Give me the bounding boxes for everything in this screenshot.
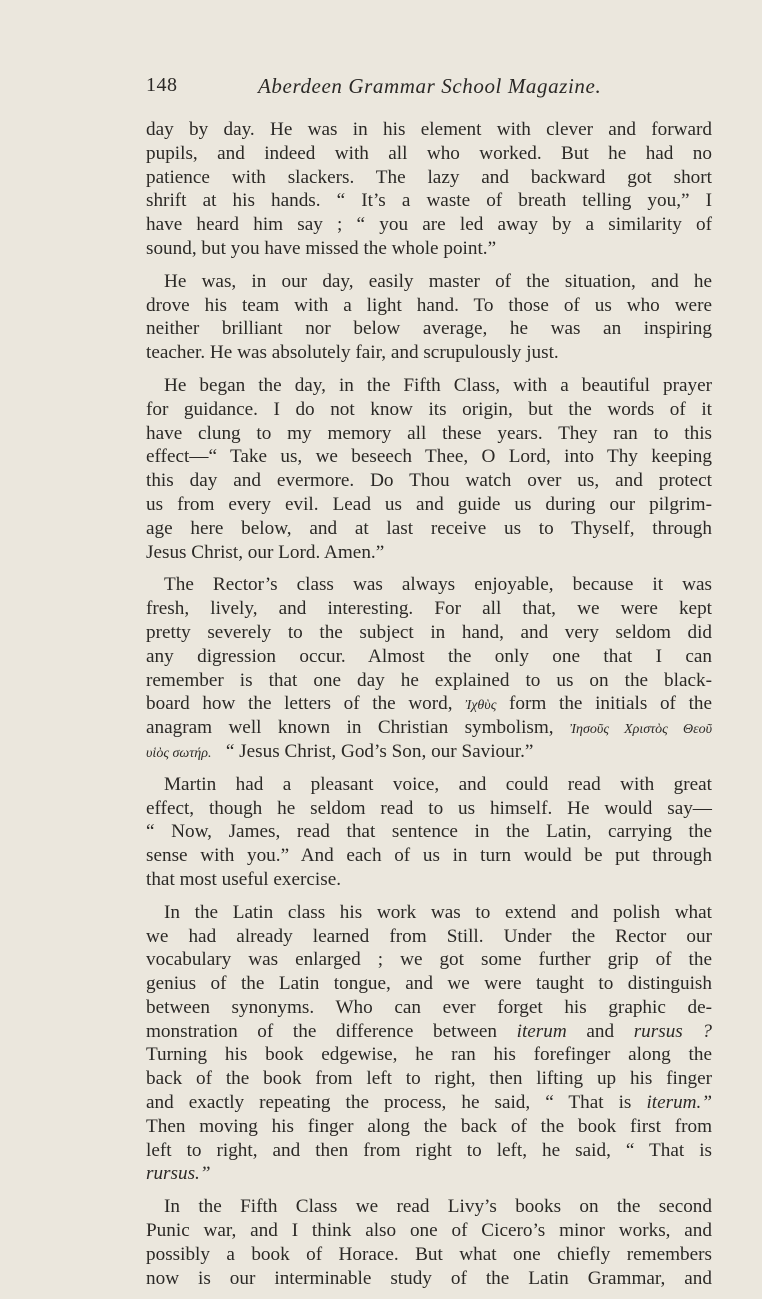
text-line: back of the book from left to right, then lifting up his finger: [146, 1068, 712, 1090]
greek-phrase: υἱὸς σωτήρ.: [146, 745, 212, 761]
latin-word: rursus.”: [146, 1163, 211, 1185]
text-line-mixed: [146, 1162, 712, 1186]
text-fragment: and: [586, 1020, 615, 1042]
page-number: 148: [146, 74, 178, 96]
paragraph-3: [146, 374, 712, 564]
paragraph-6: [146, 901, 712, 1187]
text-line: In the Latin class his work was to extend and polish what: [164, 901, 712, 923]
text-line: possibly a book of Horace. But what one chiefly remembers: [146, 1243, 712, 1265]
text-line: left to right, and then from right to left, he said, “ That is: [146, 1139, 712, 1161]
text-fragment: and exactly repeating the process, he said, “ That is: [146, 1092, 632, 1114]
latin-word: iterum: [516, 1020, 567, 1042]
text-line: sense with you.” And each of us in turn would be put through: [146, 845, 712, 867]
text-line-mixed: [146, 740, 712, 764]
text-fragment: monstration of the difference between: [146, 1020, 497, 1042]
text-line: Martin had a pleasant voice, and could read with great: [164, 773, 712, 795]
text-line: In the Fifth Class we read Livy’s books on the second: [164, 1196, 712, 1218]
text-line: Turning his book edgewise, he ran his forefinger along the: [146, 1044, 712, 1066]
text-line-mixed: [146, 1020, 712, 1044]
article-body: [146, 118, 712, 1299]
text-line: sound, but you have missed the whole point.”: [146, 237, 497, 259]
text-fragment: anagram well known in Christian symbolism,: [146, 717, 554, 739]
text-line: now is our interminable study of the Latin Grammar, and: [146, 1267, 712, 1289]
text-line: fresh, lively, and interesting. For all that, we were kept: [146, 598, 712, 620]
greek-phrase: Ἰησοῦς Χριστὸς Θεοῦ: [570, 722, 713, 738]
text-line: that most useful exercise.: [146, 868, 342, 890]
text-line-mixed: [146, 716, 712, 740]
text-line: pretty severely to the subject in hand, and very seldom did: [146, 621, 712, 643]
text-line: pupils, and indeed with all who worked. But he had no: [146, 142, 712, 164]
text-line: He was, in our day, easily master of the situation, and he: [164, 270, 712, 292]
page-header: [146, 74, 712, 104]
text-line: genius of the Latin tongue, and we were taught to distinguish: [146, 973, 712, 995]
text-line: have heard him say ; “ you are led away by a similarity of: [146, 214, 712, 236]
paragraph-2: [146, 270, 712, 365]
text-line: shrift at his hands. “ It’s a waste of breath telling you,” I: [146, 190, 712, 212]
text-line: us from every evil. Lead us and guide us during our pilgrim-: [146, 493, 712, 515]
text-line: this day and evermore. Do Thou watch over us, and protect: [146, 470, 712, 492]
paragraph-1: [146, 118, 712, 261]
text-line: patience with slackers. The lazy and backward got short: [146, 166, 712, 188]
paragraph-4: [146, 573, 712, 763]
text-fragment: form the initials of the: [509, 693, 713, 715]
text-line: between synonyms. Who can ever forget his graphic de-: [146, 996, 712, 1018]
running-title: Aberdeen Grammar School Magazine.: [258, 74, 602, 98]
latin-word: iterum.”: [646, 1092, 713, 1114]
text-line: neither brilliant nor below average, he was an inspiring: [146, 318, 712, 340]
text-line: effect—“ Take us, we beseech Thee, O Lord, into Thy keeping: [146, 446, 712, 468]
text-fragment: board how the letters of the word,: [146, 693, 453, 715]
text-line: The Rector’s class was always enjoyable, because it was: [164, 574, 712, 596]
text-line-mixed: [146, 1091, 712, 1115]
text-line: Then moving his finger along the back of the book first from: [146, 1115, 712, 1137]
text-line: teacher. He was absolutely fair, and scrupulously just.: [146, 342, 559, 364]
text-line: day by day. He was in his element with clever and forward: [146, 119, 712, 140]
text-line: effect, though he seldom read to us himself. He would say—: [146, 797, 712, 819]
text-line: Punic war, and I think also one of Cicero’s minor works, and: [146, 1220, 712, 1242]
text-line: drove his team with a light hand. To those of us who were: [146, 294, 712, 316]
text-line-mixed: [146, 692, 712, 716]
text-line: remember is that one day he explained to us on the black-: [146, 669, 712, 691]
greek-word: Ἰχθὺς: [465, 698, 497, 714]
paragraph-7: [146, 1195, 712, 1290]
text-line: have clung to my memory all these years. They ran to this: [146, 422, 712, 444]
text-line: vocabulary was enlarged ; we got some further grip of the: [146, 949, 712, 971]
text-line: “ Now, James, read that sentence in the Latin, carrying the: [146, 821, 712, 843]
text-line: age here below, and at last receive us to Thyself, through: [146, 517, 712, 539]
text-line: He began the day, in the Fifth Class, with a beautiful prayer: [164, 374, 712, 396]
paragraph-5: [146, 773, 712, 892]
text-fragment: “ Jesus Christ, God’s Son, our Saviour.”: [225, 740, 534, 762]
text-line: Jesus Christ, our Lord. Amen.”: [146, 541, 385, 563]
latin-word: rursus ?: [633, 1020, 713, 1042]
text-line: for guidance. I do not know its origin, but the words of it: [146, 398, 712, 420]
text-line: we had already learned from Still. Under the Rector our: [146, 925, 712, 947]
text-line: any digression occur. Almost the only one that I can: [146, 645, 712, 667]
